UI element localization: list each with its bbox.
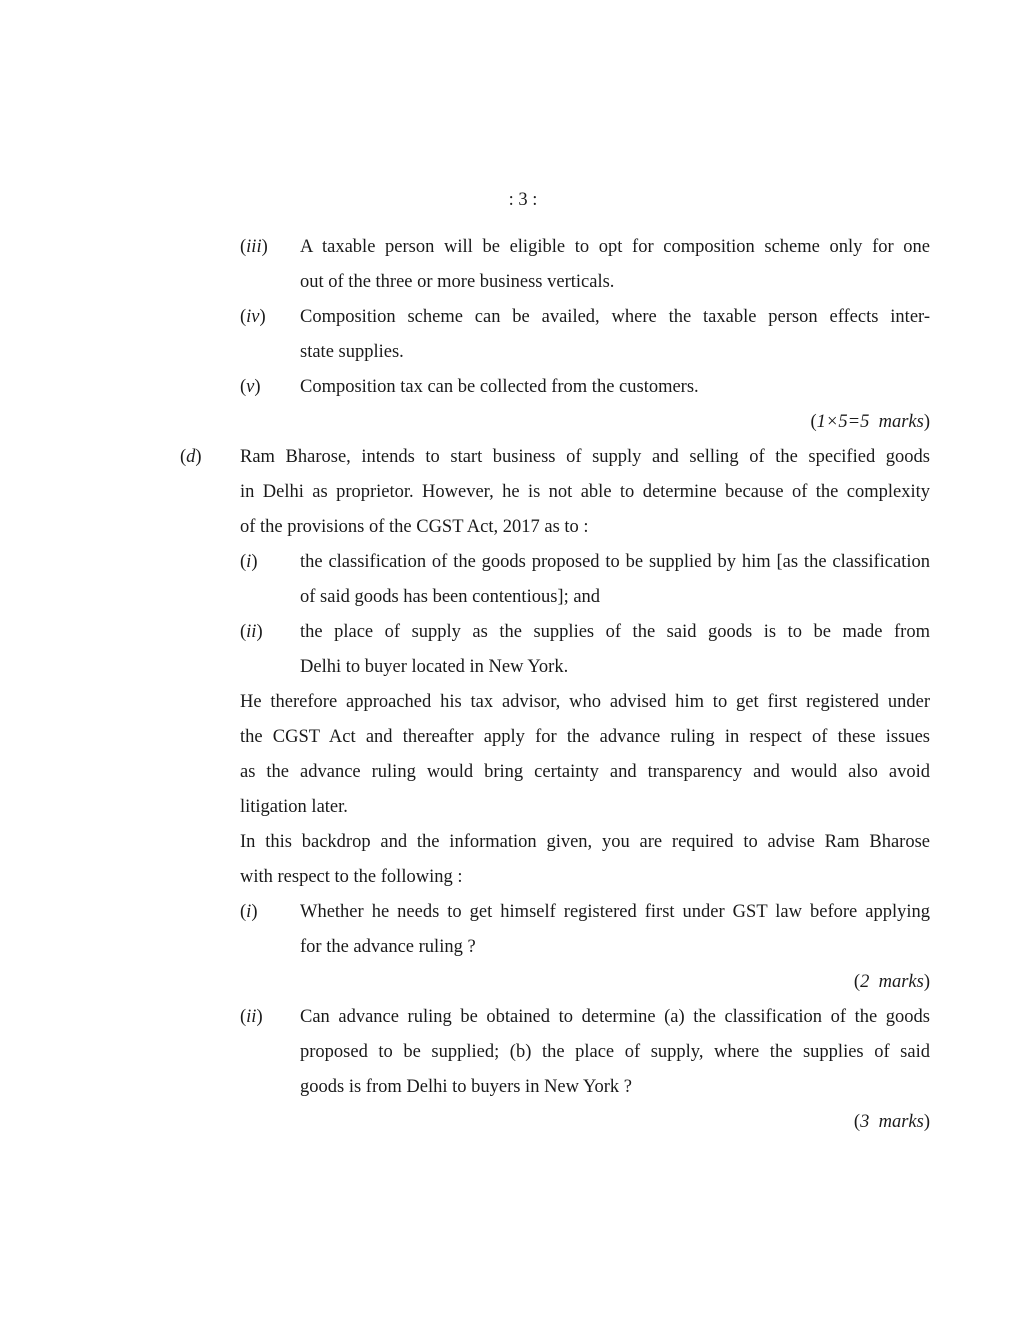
question-label-ii: (ii): [240, 1007, 263, 1027]
marks-question-ii: (3 marks): [853, 1112, 930, 1132]
marks-part-c: (1×5=5 marks): [810, 412, 930, 432]
advisor-paragraph: He therefore approached his tax advisor, who advised him to get first registered under the CGST Act and thereafter apply for the advance ruling in respect of these issues as the advance ruling would bring certainty and transparency and would also avoid litigation later.: [240, 692, 930, 817]
marks-question-i: (2 marks): [853, 972, 930, 992]
issue-text-ii: the place of supply as the supplies of the said goods is to be made from Delhi to buyer located in New York.: [300, 622, 930, 677]
question-label-i: (i): [240, 902, 258, 922]
item-label-v: (v): [240, 377, 261, 397]
issue-label-ii: (ii): [240, 622, 263, 642]
question-text-ii: Can advance ruling be obtained to determine (a) the classification of the goods proposed to be supplied; (b) the place of supply, where the supplies of said goods is from Delhi to buyers in New York ?: [300, 1007, 930, 1097]
backdrop-paragraph: In this backdrop and the information given, you are required to advise Ram Bharose with respect to the following :: [240, 832, 930, 887]
issue-text-i: the classification of the goods proposed to be supplied by him [as the classification of said goods has been contentious]; and: [300, 552, 930, 607]
item-label-iv: (iv): [240, 307, 266, 327]
item-text-iv: Composition scheme can be availed, where the taxable person effects inter- state supplies.: [300, 307, 930, 362]
item-text-iii: A taxable person will be eligible to opt for composition scheme only for one out of the three or more business verticals.: [300, 237, 930, 292]
page-number: : 3 :: [508, 190, 538, 210]
issue-label-i: (i): [240, 552, 258, 572]
part-label-d: (d): [180, 447, 202, 467]
item-text-v: Composition tax can be collected from the customers.: [300, 377, 699, 397]
item-label-iii: (iii): [240, 237, 268, 257]
part-d-intro: Ram Bharose, intends to start business of supply and selling of the specified goods in Delhi as proprietor. However, he is not able to determine because of the complexity of the provisions of the CGST Act, 2017 as to :: [240, 447, 930, 537]
question-text-i: Whether he needs to get himself registered first under GST law before applying for the advance ruling ?: [300, 902, 930, 957]
